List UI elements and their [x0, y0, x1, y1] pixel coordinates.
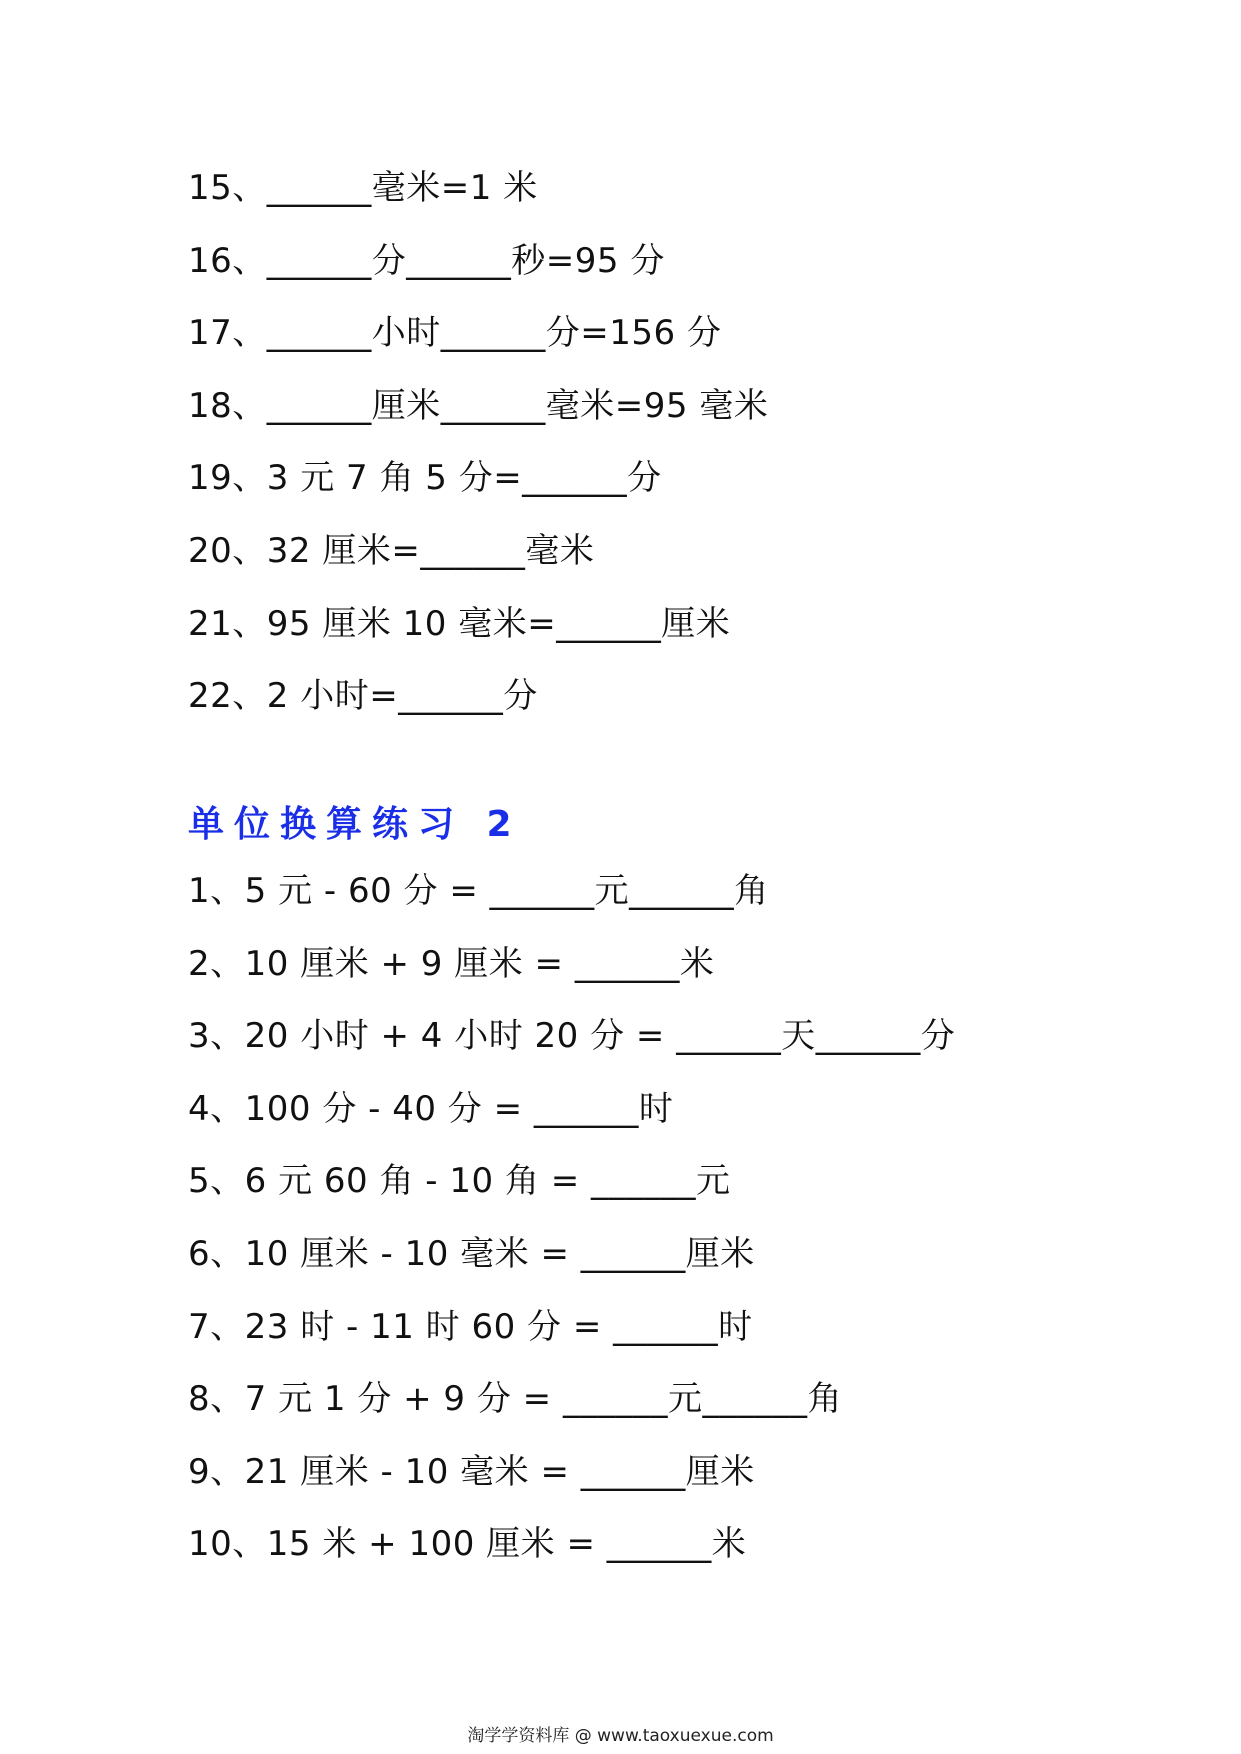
practice2-question-1: 1、5 元 - 60 分 = ______元______角 — [188, 871, 769, 911]
question-17: 17、______小时______分=156 分 — [188, 313, 722, 353]
question-16: 16、______分______秒=95 分 — [188, 241, 665, 281]
practice2-question-2: 2、10 厘米 + 9 厘米 = ______米 — [188, 944, 715, 984]
practice2-question-8: 8、7 元 1 分 + 9 分 = ______元______角 — [188, 1379, 842, 1419]
practice2-question-3: 3、20 小时 + 4 小时 20 分 = ______天______分 — [188, 1016, 956, 1056]
practice2-question-10: 10、15 米 + 100 厘米 = ______米 — [188, 1524, 747, 1564]
question-19: 19、3 元 7 角 5 分=______分 — [188, 458, 662, 498]
question-15: 15、______毫米=1 米 — [188, 168, 538, 208]
practice2-question-5: 5、6 元 60 角 - 10 角 = ______元 — [188, 1161, 731, 1201]
question-22: 22、2 小时=______分 — [188, 676, 538, 716]
practice2-question-7: 7、23 时 - 11 时 60 分 = ______时 — [188, 1307, 753, 1347]
question-20: 20、32 厘米=______毫米 — [188, 531, 595, 571]
question-21: 21、95 厘米 10 毫米=______厘米 — [188, 604, 731, 644]
section-heading: 单位换算练习 2 — [188, 804, 522, 845]
practice2-question-4: 4、100 分 - 40 分 = ______时 — [188, 1089, 674, 1129]
footer-watermark: 淘学学资料库 @ www.taoxuexue.com — [467, 1726, 774, 1746]
question-18: 18、______厘米______毫米=95 毫米 — [188, 386, 769, 426]
practice2-question-9: 9、21 厘米 - 10 毫米 = ______厘米 — [188, 1452, 755, 1492]
practice2-question-6: 6、10 厘米 - 10 毫米 = ______厘米 — [188, 1234, 755, 1274]
